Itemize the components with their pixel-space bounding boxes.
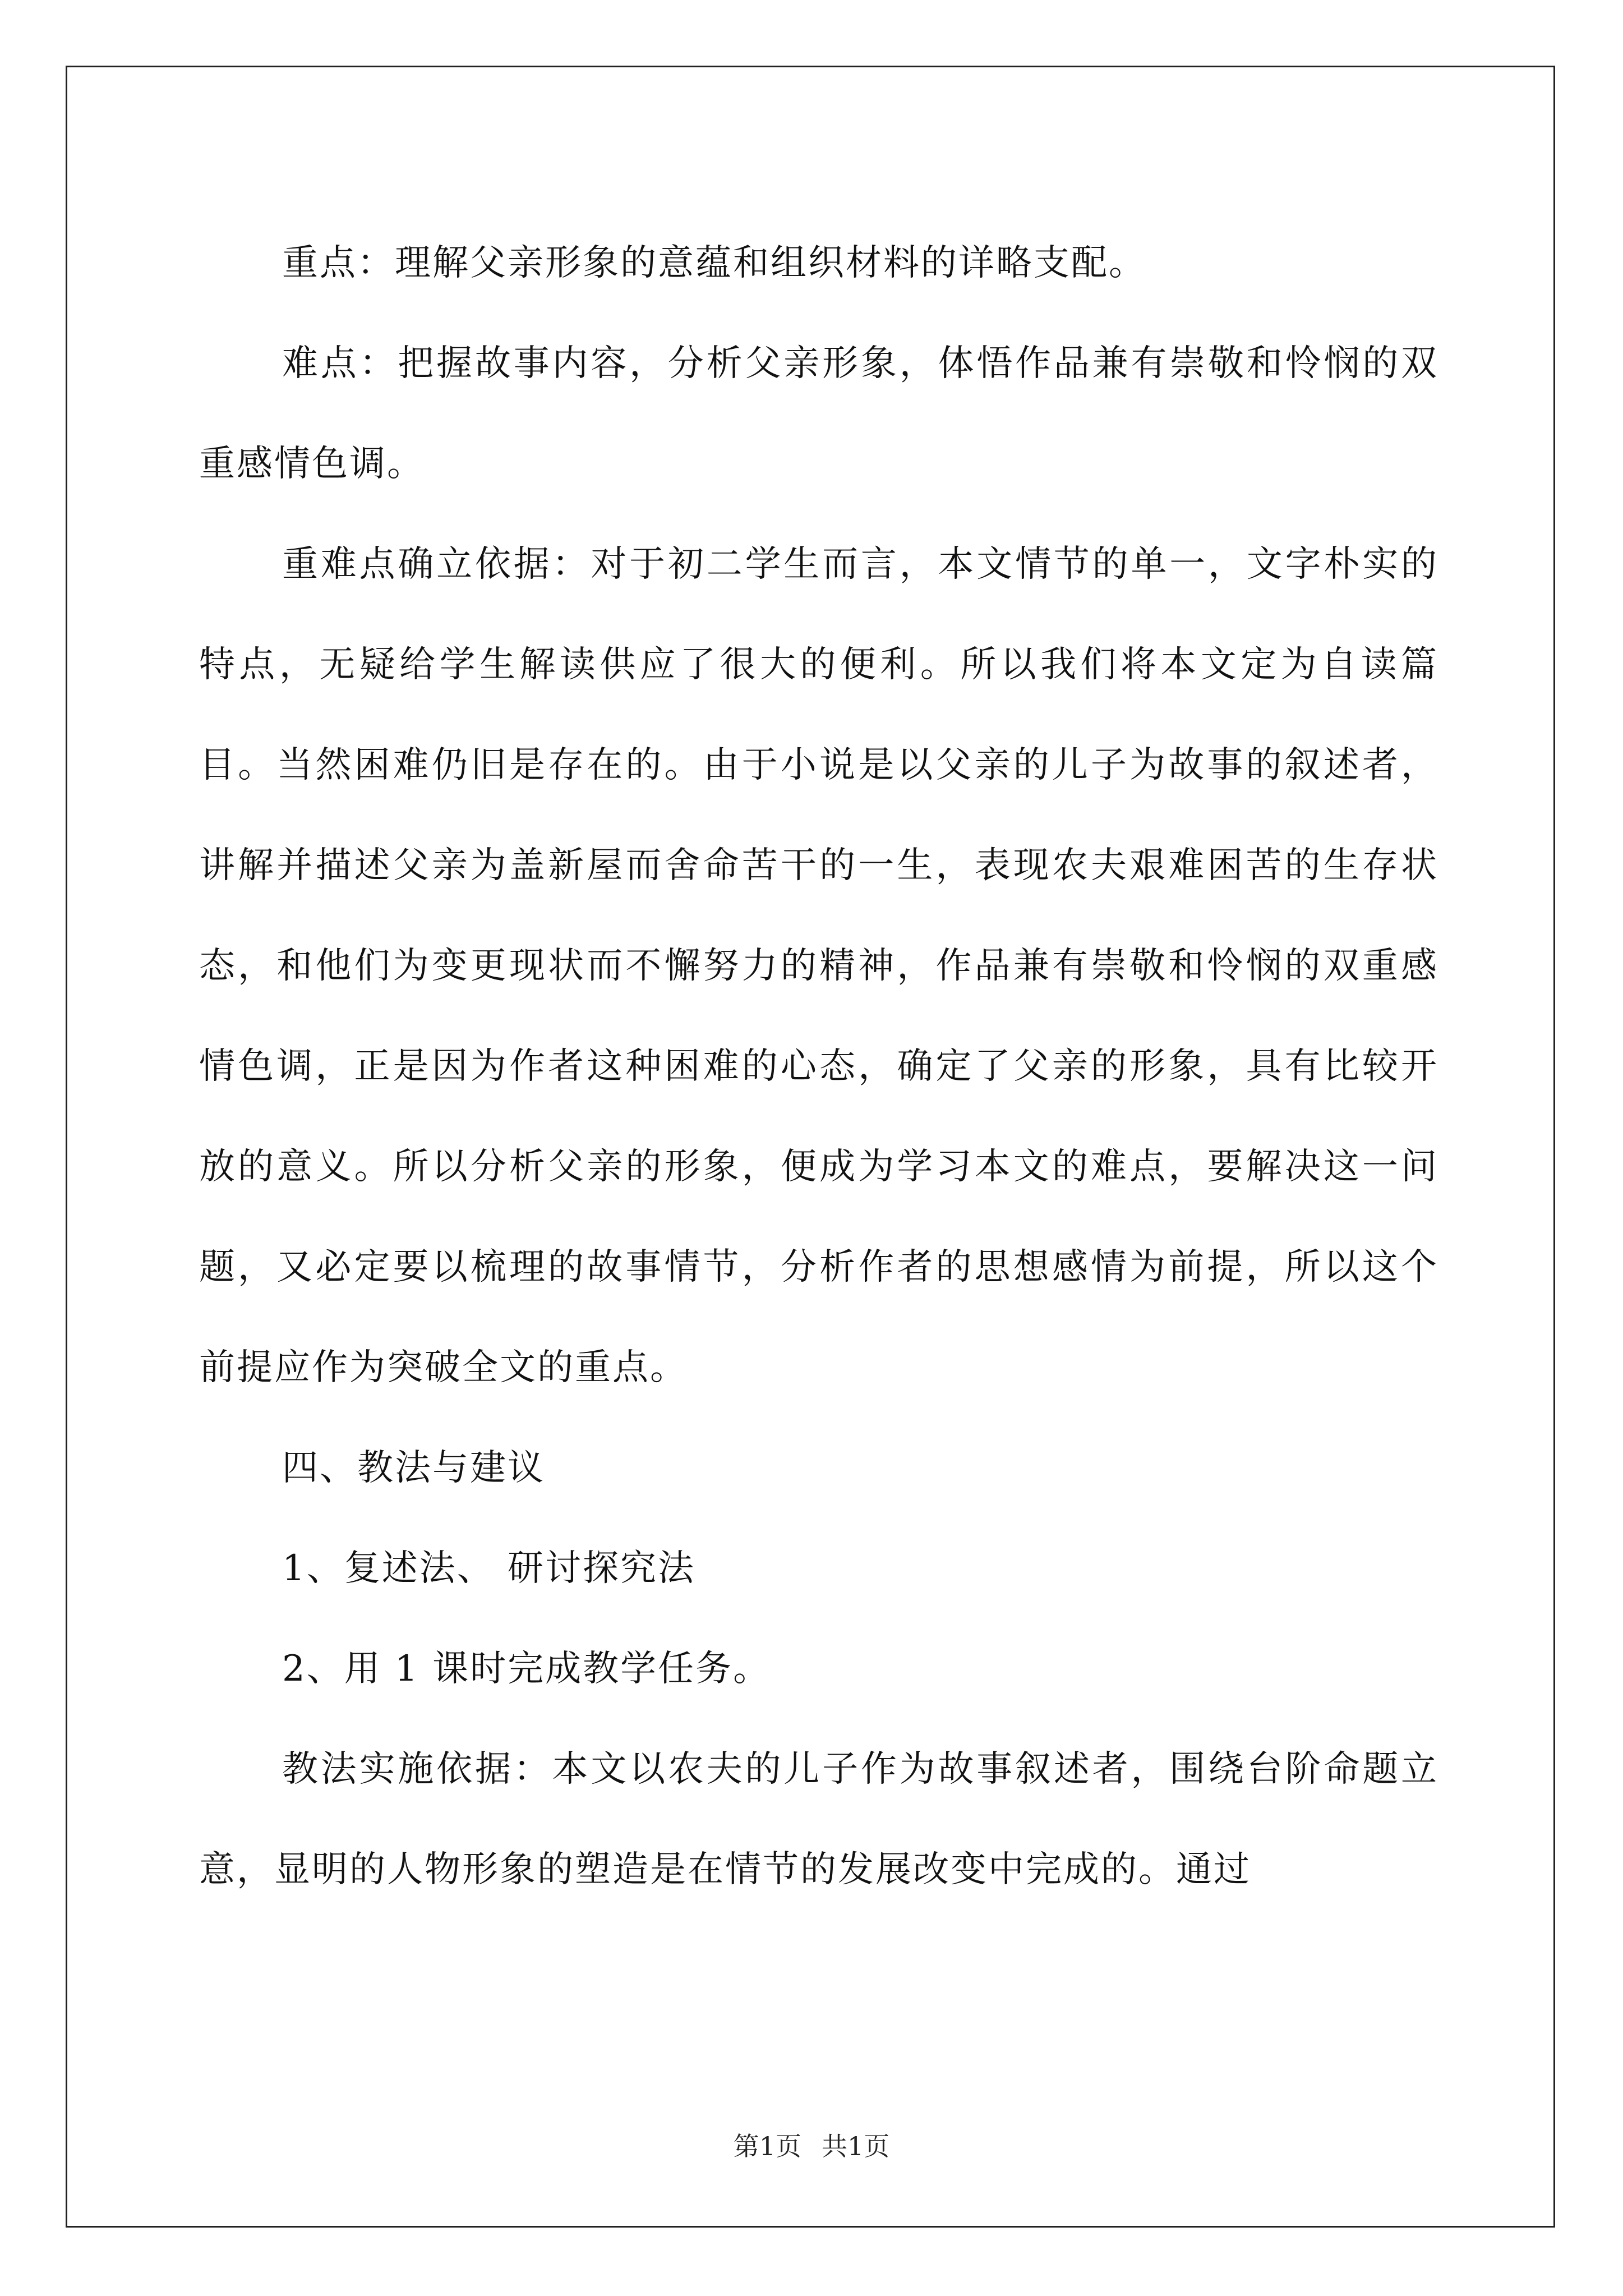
page-number-total: 共1页 — [822, 2131, 890, 2161]
paragraph-rationale: 重难点确立依据：对于初二学生而言，本文情节的单一，文字朴实的特点，无疑给学生解读供应了很大的便利。所以我们将本文定为自读篇目。当然困难仍旧是存在的。由于小说是以父亲的儿子为故事的叙述者，讲解并描述父亲为盖新屋而舍命苦干的一生，表现农夫艰难困苦的生存状态，和他们为变更现状而不懈努力的精神，作品兼有崇敬和怜悯的双重感情色调，正是因为作者这种困难的心态，确定了父亲的形象，具有比较开放的意义。所以分析父亲的形象，便成为学习本文的难点，要解决这一问题，又必定要以梳理的故事情节，分析作者的思想感情为前提，所以这个前提应作为突破全文的重点。 — [199, 544, 1438, 1388]
paragraph-difficulty: 难点：把握故事内容，分析父亲形象，体悟作品兼有崇敬和怜悯的双重感情色调。 — [199, 343, 1438, 485]
paragraph-method-basis: 教法实施依据：本文以农夫的儿子作为故事叙述者，围绕台阶命题立意，显明的人物形象的塑造是在情节的发展改变中完成的。通过 — [199, 1749, 1438, 1890]
paragraph-key-point: 重点：理解父亲形象的意蕴和组织材料的详略支配。 — [282, 242, 1146, 284]
page-number-current: 第1页 — [733, 2131, 801, 2161]
section-heading-teaching-methods: 四、教法与建议 — [282, 1447, 545, 1489]
document-body — [199, 213, 1438, 1920]
list-item-method-2: 2、用 1 课时完成教学任务。 — [282, 1648, 771, 1690]
list-item-method-1: 1、复述法、 研讨探究法 — [282, 1548, 696, 1589]
page-footer — [0, 2126, 1623, 2163]
